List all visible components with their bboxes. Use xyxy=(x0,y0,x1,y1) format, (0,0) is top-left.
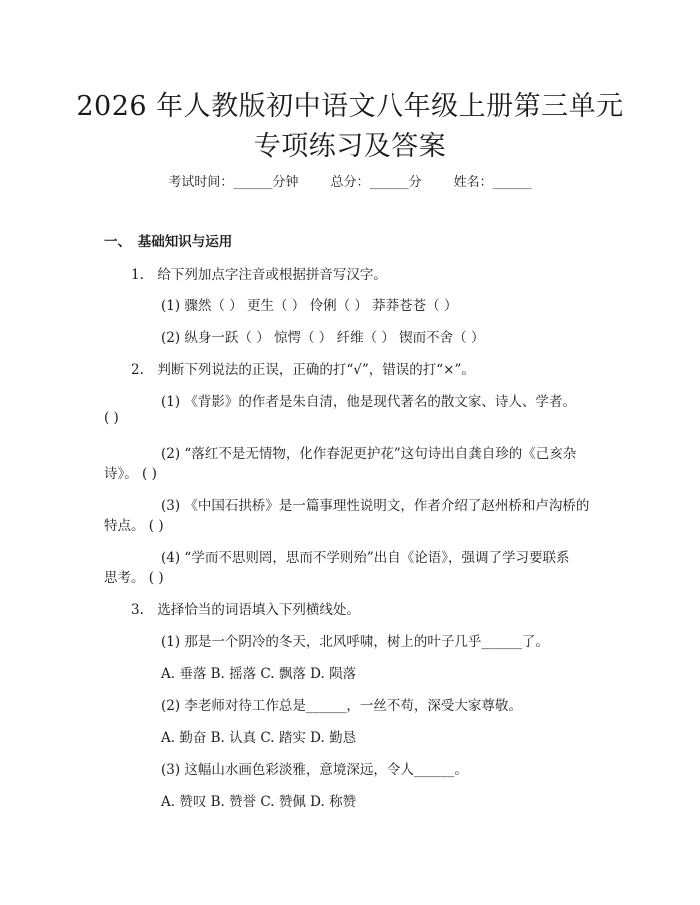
question-3-stem: 3. 选择恰当的词语填入下列横线处。 xyxy=(131,602,360,618)
question-3-sentence-3: (3) 这幅山水画色彩淡雅，意境深远，令人______。 xyxy=(161,762,468,778)
total-score: 总分：______分 xyxy=(330,175,422,190)
title-line-2: 专项练习及答案 xyxy=(253,131,447,162)
question-1-row-1: (1) 骤然（ ） 更生（ ） 伶俐（ ） 莽莽苍苍（ ） xyxy=(161,298,458,314)
question-2-item-4: (4) “学而不思则罔，思而不学则殆”出自《论语》，强调了学习要联系 xyxy=(161,550,570,566)
question-3-sentence-2: (2) 李老师对待工作总是______，一丝不苟，深受大家尊敬。 xyxy=(161,698,522,714)
question-2-item-2-cont: 诗》。 ( ) xyxy=(104,466,157,482)
question-3-options-2: A. 勤奋 B. 认真 C. 踏实 D. 勤恳 xyxy=(161,730,357,746)
question-1-stem: 1. 给下列加点字注音或根据拼音写汉字。 xyxy=(131,267,387,283)
question-1-row-2: (2) 纵身一跃（ ） 惊愕（ ） 纤维（ ） 锲而不舍（ ） xyxy=(161,330,485,346)
question-2-item-4-cont: 思考。 ( ) xyxy=(104,570,164,586)
question-3-options-1: A. 垂落 B. 摇落 C. 飘落 D. 陨落 xyxy=(161,666,357,682)
question-3-sentence-1: (1) 那是一个阴冷的冬天，北风呼啸，树上的叶子几乎______了。 xyxy=(161,634,549,650)
question-2-item-3: (3) 《中国石拱桥》是一篇事理性说明文，作者介绍了赵州桥和卢沟桥的 xyxy=(161,498,590,514)
question-3-options-3: A. 赞叹 B. 赞誉 C. 赞佩 D. 称赞 xyxy=(161,794,357,810)
question-2-item-2: (2) “落红不是无情物，化作春泥更护花”这句诗出自龚自珍的《己亥杂 xyxy=(161,446,577,462)
section-heading-1: 一、 基础知识与运用 xyxy=(104,234,233,250)
exam-info xyxy=(0,171,700,190)
question-2-item-1-cont: ( ) xyxy=(104,410,119,426)
question-2-item-1: (1) 《背影》的作者是朱自清，他是现代著名的散文家、诗人、学者。 xyxy=(161,394,576,410)
student-name: 姓名：______ xyxy=(453,175,532,190)
question-2-item-3-cont: 特点。 ( ) xyxy=(104,518,164,534)
title-line-1: 2026 年人教版初中语文八年级上册第三单元 xyxy=(76,91,624,122)
exam-time: 考试时间：______分钟 xyxy=(168,175,299,190)
question-2-stem: 2. 判断下列说法的正误，正确的打“√”，错误的打“×”。 xyxy=(131,362,475,378)
